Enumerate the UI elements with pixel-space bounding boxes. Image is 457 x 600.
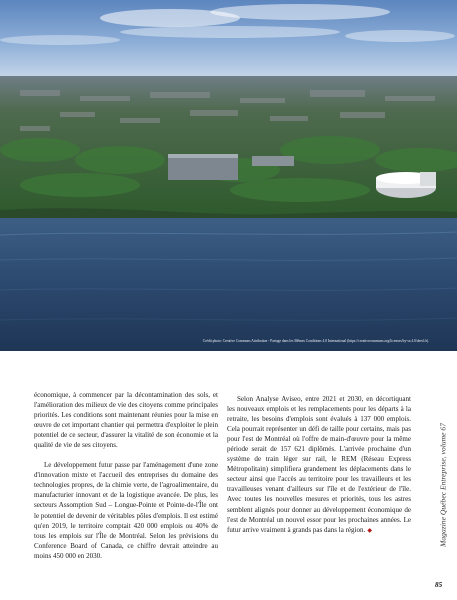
cloud (345, 30, 455, 42)
paragraph: Le développement futur passe par l'aménagement d'une zone d'innovation mixte et l'accueil des entreprises du domaine des technologies propres, de la chimie verte, de l'agroalimentaire, du manufacturier innovant et de la logistique avancée. De plus, les secteurs Assomption Sud – Longue-Pointe et Pointe-de-l'Île ont le potentiel de devenir de véritables pôles d'emplois. Il est estimé qu'en 2019, le territoire comptait 420 000 emplois ou 40% de tous les emplois sur l'Île de Montréal. Selon les prévisions du Conference Board of Canada, ce chiffre devrait atteindre au moins 450 000 en 2030. (34, 461, 218, 560)
page-number: 85 (435, 581, 443, 589)
cloud (0, 35, 120, 45)
cloud (210, 4, 390, 20)
industrial-building (420, 172, 436, 186)
article-column-right (227, 394, 411, 536)
paragraph-text: Selon Analyse Aviseo, entre 2021 et 2030, en décortiquant les nouveaux emplois et les remplacements pour les départs à la retraite, les besoins d'emplois sont évalués à 137 000 emplois. Cela pourrait représenter un défi de taille pour certains, mais pas pour l'est de Montréal où l'offre de main-d'œuvre pour la même période serait de 157 621 diplômés. L'arrivée prochaine d'un système de train léger sur rail, le REM (Réseau Express Métropolitain) simplifiera grandement les déplacements dans le secteur ainsi que l'accès au territoire pour les travailleurs et les travailleuses venant d'ailleurs sur l'île et de l'extérieur de l'île. Avec toutes les nouvelles mesures et priorités, tous les astres semblent alignés pour donner au développement économique de l'est de Montréal un nouvel essor pour les prochaines années. Le futur arrive vraiment à grands pas dans la région. (227, 395, 411, 534)
paragraph: économique, à commencer par la décontamination des sols, et l'amélioration des milieux de vie des citoyens comme principales priorités. Les conditions sont maintenant réunies pour la mise en œuvre de cet important chantier qui permettra d'exploiter le plein potentiel de ce secteur, d'assurer la vitalité de son économie et la qualité de vie de ses citoyens. (34, 391, 218, 450)
photo-credit: Crédit photo: Creative Commons Attribution - Partage dans les Mêmes Conditions 4.0 International (https://creativecommons.org/licenses/by-sa 4.0/deed.fr). (202, 339, 429, 343)
end-of-article-icon: ◆ (367, 527, 372, 534)
running-title-text: Magazine Québec Entreprise, volume 67 (438, 423, 448, 547)
cloud (120, 26, 340, 38)
running-title (437, 400, 449, 570)
apartment-roof (168, 154, 238, 158)
article-column-left (34, 390, 218, 561)
paragraph (227, 394, 411, 536)
river (0, 218, 457, 351)
low-building (252, 156, 294, 166)
